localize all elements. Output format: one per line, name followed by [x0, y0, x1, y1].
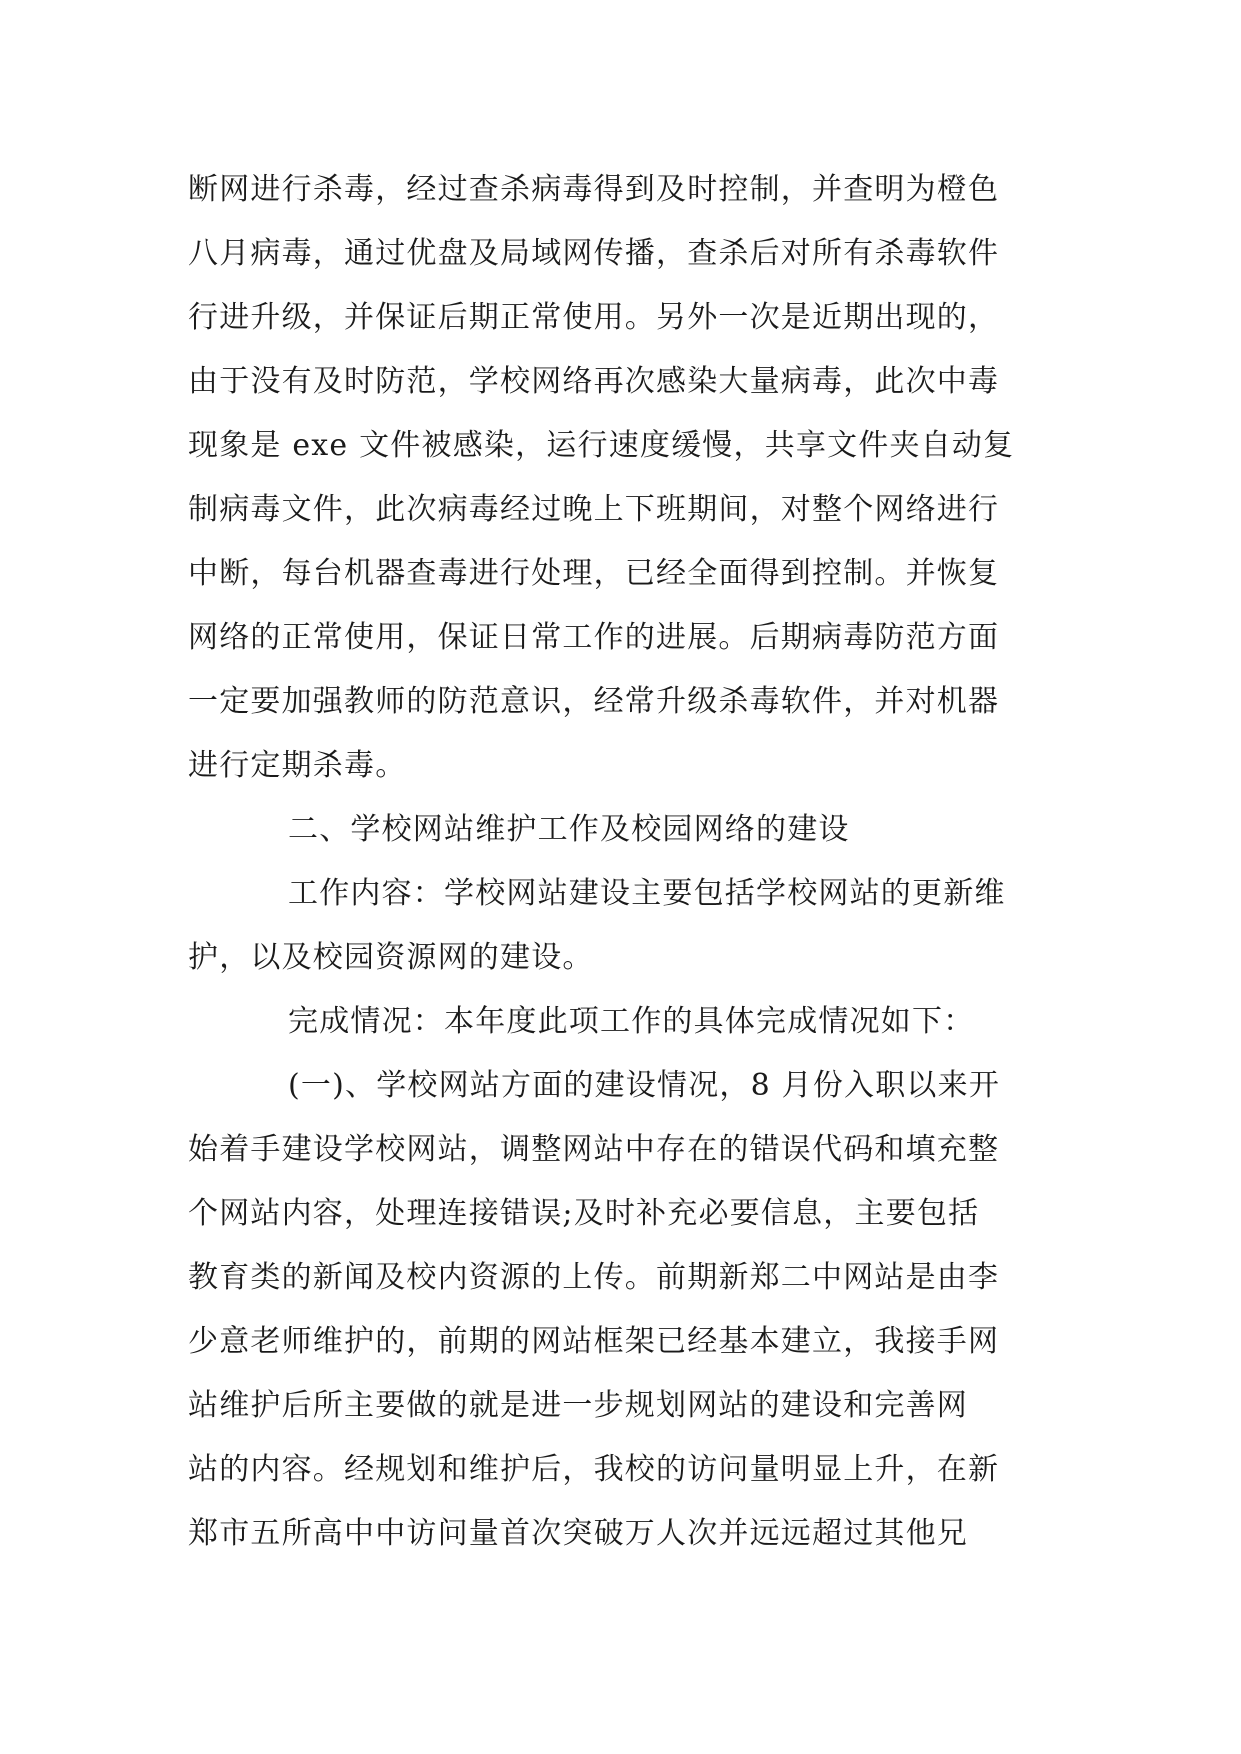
text-line: 现象是 exe 文件被感染，运行速度缓慢，共享文件夹自动复: [188, 428, 1015, 463]
text-line: 护，以及校园资源网的建设。: [188, 940, 594, 975]
text-line: 由于没有及时防范，学校网络再次感染大量病毒，此次中毒: [188, 364, 1000, 399]
text-line: 中断，每台机器查毒进行处理，已经全面得到控制。并恢复: [188, 556, 1000, 591]
text-line: 行进升级，并保证后期正常使用。另外一次是近期出现的，: [188, 300, 1000, 335]
text-line: 制病毒文件，此次病毒经过晚上下班期间，对整个网络进行: [188, 492, 1000, 527]
text-line: 教育类的新闻及校内资源的上传。前期新郑二中网站是由李: [188, 1260, 1000, 1295]
text-line: 个网站内容，处理连接错误;及时补充必要信息，主要包括: [188, 1196, 980, 1231]
text-line: 完成情况：本年度此项工作的具体完成情况如下：: [288, 1004, 975, 1039]
text-line: 郑市五所高中中访问量首次突破万人次并远远超过其他兄: [188, 1516, 968, 1551]
body-text: [188, 158, 1058, 1566]
text-line: 网络的正常使用，保证日常工作的进展。后期病毒防范方面: [188, 620, 1000, 655]
text-line: 工作内容：学校网站建设主要包括学校网站的更新维: [288, 876, 1006, 911]
text-line: 站维护后所主要做的就是进一步规划网站的建设和完善网: [188, 1388, 968, 1423]
subsection-line: (一)、学校网站方面的建设情况，8 月份入职以来开: [288, 1068, 1001, 1103]
text-line: 始着手建设学校网站，调整网站中存在的错误代码和填充整: [188, 1132, 1000, 1167]
section-heading: 二、学校网站维护工作及校园网络的建设: [288, 812, 850, 847]
text-line: 一定要加强教师的防范意识，经常升级杀毒软件，并对机器: [188, 684, 1000, 719]
text-line: 少意老师维护的，前期的网站框架已经基本建立，我接手网: [188, 1324, 1000, 1359]
text-line: 八月病毒，通过优盘及局域网传播，查杀后对所有杀毒软件: [188, 236, 1000, 271]
text-line: 断网进行杀毒，经过查杀病毒得到及时控制，并查明为橙色: [188, 172, 1000, 207]
text-line: 进行定期杀毒。: [188, 748, 407, 783]
text-line: 站的内容。经规划和维护后，我校的访问量明显上升，在新: [188, 1452, 1000, 1487]
